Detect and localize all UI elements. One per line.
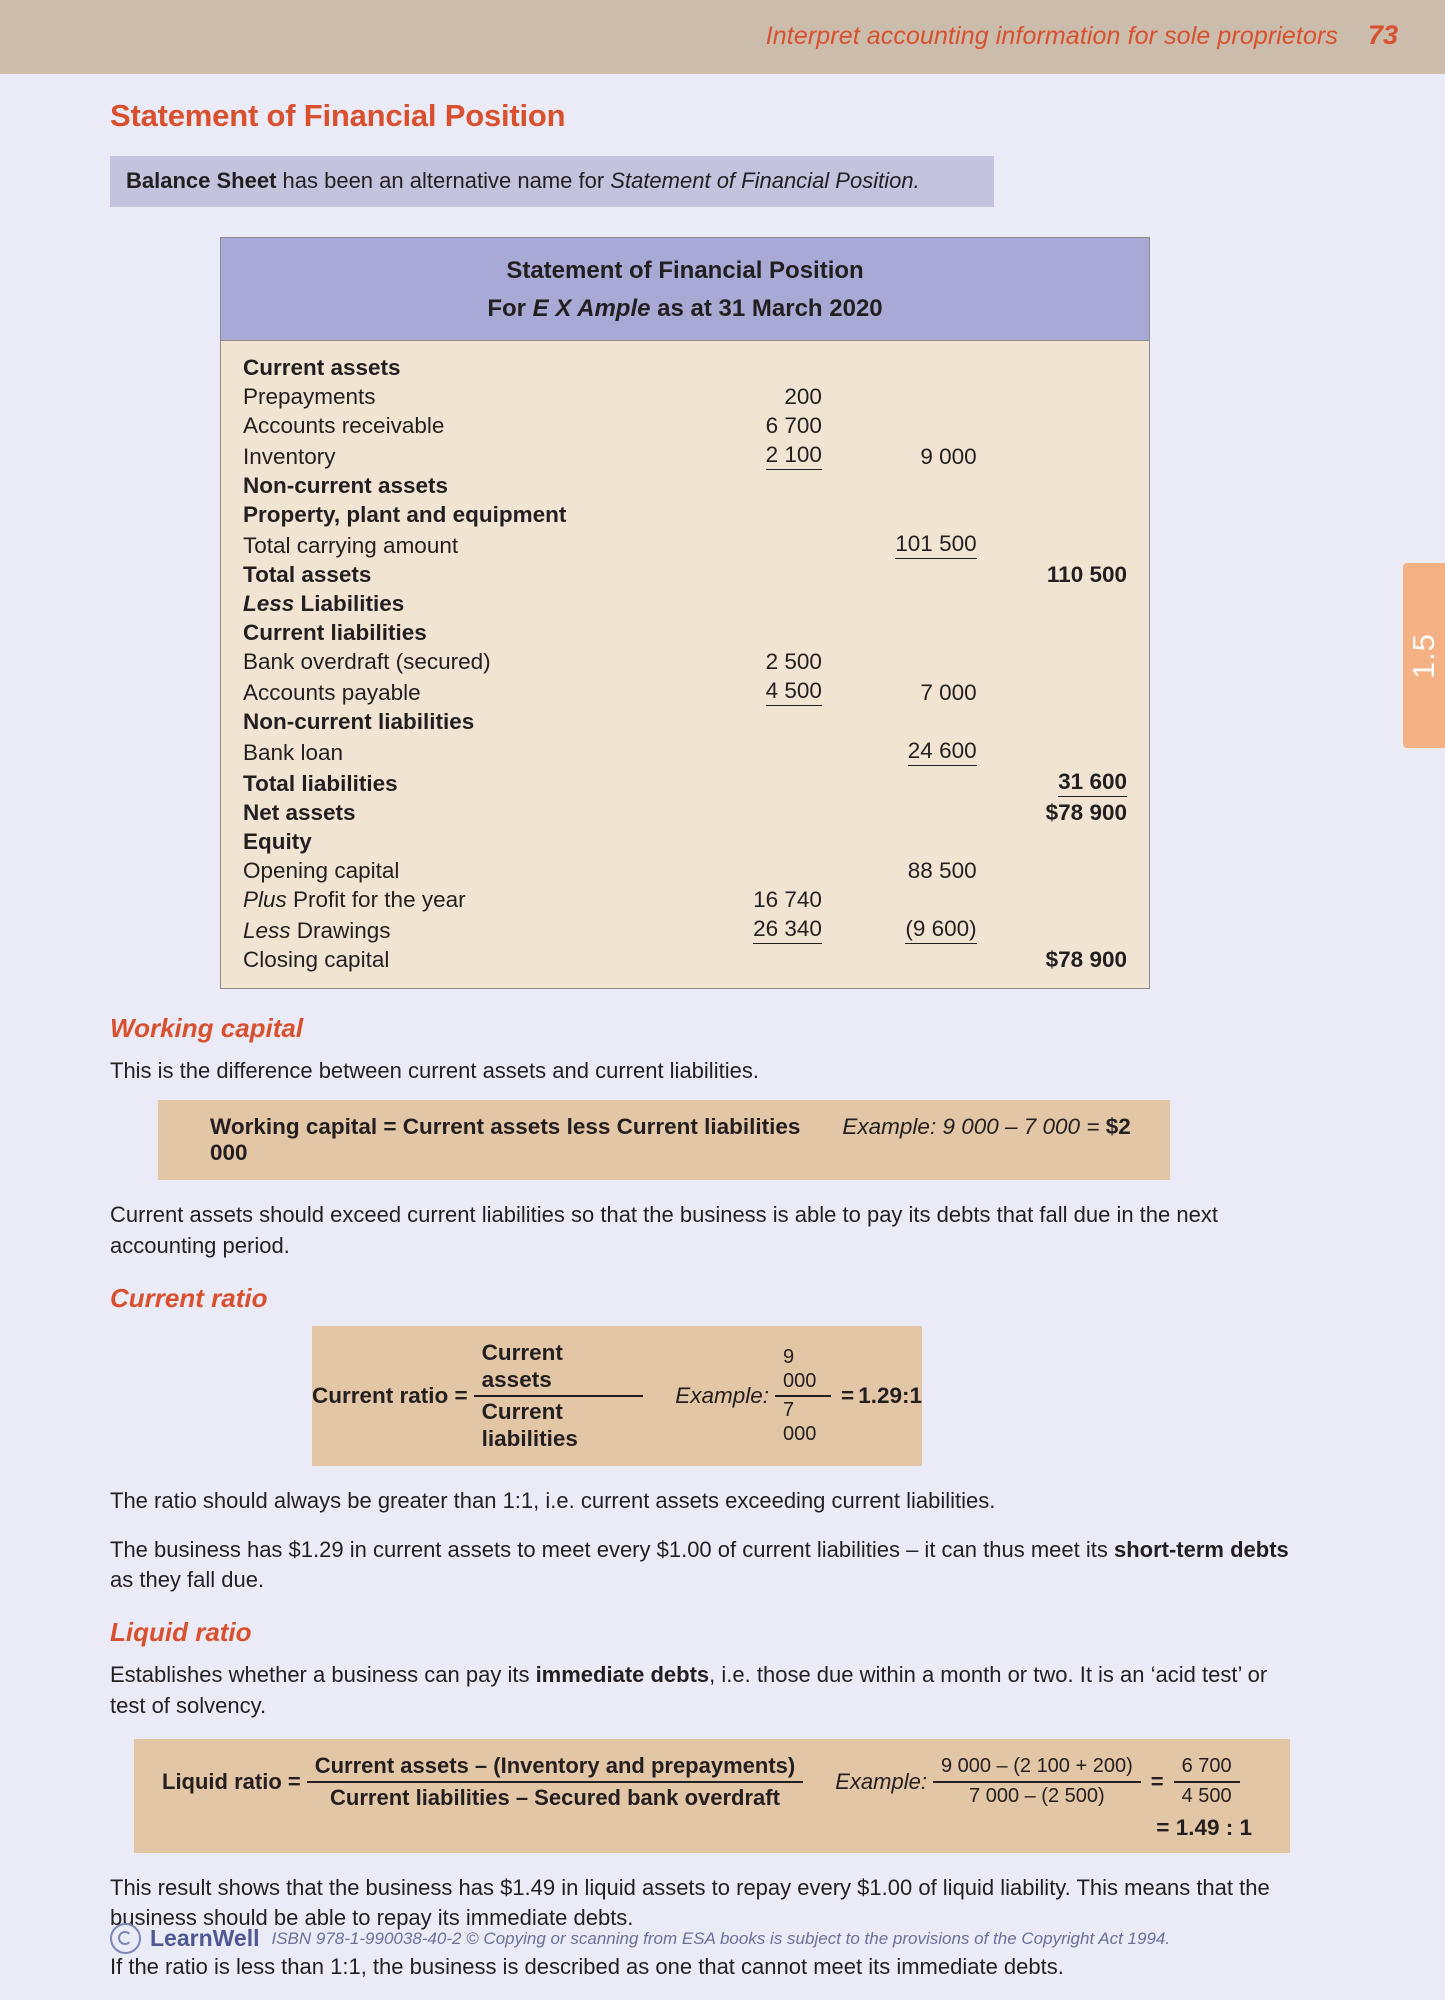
- sofp-row-amount-col2: [822, 382, 977, 411]
- liquid-ratio-example-label: Example:: [835, 1769, 927, 1795]
- sofp-row-label: Less Liabilities: [243, 590, 405, 616]
- current-ratio-result: 1.29:1: [858, 1383, 922, 1409]
- sofp-row-amount-col1: [660, 945, 822, 974]
- current-ratio-equals-sign: =: [841, 1383, 855, 1409]
- current-ratio-example-denominator: 7 000: [782, 1399, 817, 1445]
- sofp-row-amount-col2: [822, 560, 977, 589]
- sofp-row-amount-col3: [977, 471, 1127, 500]
- note-bold-term: Balance Sheet: [126, 168, 277, 193]
- sofp-row-label: Inventory: [243, 443, 336, 469]
- sofp-row-amount-col1: [660, 736, 822, 767]
- sofp-row-amount-col1: [660, 827, 822, 856]
- table-row: [243, 618, 1127, 647]
- sofp-row-amount-col3: [977, 676, 1127, 707]
- sofp-row-amount-col1: [660, 914, 822, 945]
- sofp-row-amount-col3: [977, 736, 1127, 767]
- sofp-row-amount-col1: [660, 382, 822, 411]
- sofp-row-amount-col1: [660, 500, 822, 529]
- sofp-subtitle: [221, 290, 1149, 328]
- heading-working-capital: Working capital: [110, 1013, 304, 1043]
- sofp-row-label-italic-prefix: Less: [243, 917, 291, 943]
- sofp-row-amount-col1: [660, 618, 822, 647]
- sofp-row-amount-col1: [660, 589, 822, 618]
- working-capital-example-result: $2 000: [210, 1114, 1131, 1166]
- working-capital-formula-label: Working capital = Current assets less Current liabilities: [210, 1114, 801, 1140]
- sofp-amount: 31 600: [1058, 769, 1127, 797]
- table-row: [243, 945, 1127, 974]
- sofp-row-amount-col2: [822, 767, 977, 798]
- liquid-ratio-intro: [110, 1660, 1290, 1721]
- liquid-ratio-intro-bold: immediate debts: [535, 1662, 710, 1688]
- sofp-row-amount-col3: [977, 914, 1127, 945]
- sofp-row-label: Total carrying amount: [243, 532, 459, 558]
- learnwell-logo-icon: [110, 1923, 141, 1954]
- liquid-ratio-equals-sign: =: [1150, 1769, 1164, 1795]
- sofp-row-amount-col3: [977, 500, 1127, 529]
- sofp-amount: 16 740: [753, 886, 822, 912]
- current-ratio-formula-box: [312, 1326, 922, 1466]
- table-row: [243, 529, 1127, 560]
- sofp-row-amount-col2: [822, 411, 977, 440]
- sofp-row-amount-col2: [822, 471, 977, 500]
- statement-of-financial-position-table: [220, 237, 1150, 989]
- sofp-row-amount-col3: [977, 798, 1127, 827]
- sofp-amount: 110 500: [1046, 561, 1127, 587]
- sofp-row-amount-col3: [977, 767, 1127, 798]
- sofp-row-amount-col1: [660, 856, 822, 885]
- sofp-row-amount-col2: [822, 589, 977, 618]
- sofp-row-amount-col2: [822, 736, 977, 767]
- sofp-row-label: Property, plant and equipment: [243, 501, 567, 527]
- sofp-row-amount-col3: [977, 560, 1127, 589]
- current-ratio-para-1: The ratio should always be greater than 1:1, i.e. current assets exceeding current liabilities.: [110, 1488, 996, 1514]
- liquid-ratio-formula-label: Liquid ratio =: [162, 1769, 301, 1795]
- sofp-table-body: [221, 341, 1149, 988]
- page-content: [110, 98, 1290, 2000]
- table-row: [243, 382, 1127, 411]
- page-header-band: [0, 0, 1445, 74]
- liquid-ratio-para-2: If the ratio is less than 1:1, the business is described as one that cannot meet its immediate debts.: [110, 1953, 1064, 1979]
- chapter-side-tab: [1403, 563, 1445, 748]
- page-title: Statement of Financial Position: [110, 98, 566, 133]
- liquid-ratio-denominator: Current liabilities – Secured bank overdraft: [330, 1785, 780, 1811]
- chapter-side-tab-label: 1.5: [1406, 632, 1441, 679]
- sofp-amount: $78 900: [1045, 946, 1127, 972]
- sofp-row-label: Accounts payable: [243, 679, 421, 705]
- table-row: [243, 500, 1127, 529]
- sofp-row-amount-col2: [822, 798, 977, 827]
- sofp-row-label: Net assets: [243, 799, 356, 825]
- sofp-row-amount-col1: [660, 767, 822, 798]
- sofp-amount: 4 500: [766, 678, 822, 706]
- sofp-amount: $78 900: [1045, 799, 1127, 825]
- sofp-rows-table: [243, 353, 1127, 974]
- sofp-row-label: Current liabilities: [243, 619, 427, 645]
- table-row: [243, 589, 1127, 618]
- sofp-row-amount-col1: [660, 471, 822, 500]
- sofp-row-amount-col3: [977, 945, 1127, 974]
- sofp-row-amount-col2: [822, 676, 977, 707]
- sofp-row-amount-col2: [822, 945, 977, 974]
- liquid-ratio-formula-row: [162, 1753, 1270, 1811]
- current-ratio-example-label: Example:: [675, 1383, 769, 1409]
- sofp-amount: 101 500: [895, 531, 976, 559]
- sofp-row-label: Total assets: [243, 561, 372, 587]
- sofp-row-label: Opening capital: [243, 857, 400, 883]
- table-row: [243, 440, 1127, 471]
- sofp-row-amount-col1: [660, 411, 822, 440]
- sofp-row-amount-col2: [822, 914, 977, 945]
- liquid-ratio-numerator: Current assets – (Inventory and prepayments): [307, 1753, 803, 1783]
- sofp-row-amount-col1: [660, 798, 822, 827]
- sofp-row-amount-col3: [977, 647, 1127, 676]
- sofp-entity-name: E X Ample: [532, 295, 651, 322]
- heading-current-ratio: Current ratio: [110, 1283, 268, 1314]
- sofp-row-amount-col3: [977, 707, 1127, 736]
- sofp-row-label: Equity: [243, 828, 312, 854]
- table-row: [243, 856, 1127, 885]
- alternative-name-note: [110, 156, 994, 207]
- sofp-amount: 26 340: [753, 916, 822, 944]
- sofp-row-amount-col3: [977, 411, 1127, 440]
- sofp-row-amount-col1: [660, 676, 822, 707]
- sofp-row-label: Non-current assets: [243, 472, 449, 498]
- sofp-row-label: Plus Profit for the year: [243, 886, 466, 912]
- liquid-ratio-formula-box: [134, 1739, 1290, 1853]
- table-row: [243, 914, 1127, 945]
- sofp-row-amount-col3: [977, 885, 1127, 914]
- current-ratio-formula-label: Current ratio =: [312, 1383, 468, 1409]
- sofp-row-label: Total liabilities: [243, 770, 398, 796]
- sofp-row-amount-col3: [977, 529, 1127, 560]
- sofp-row-label: Prepayments: [243, 383, 376, 409]
- liquid-ratio-example-fraction: [933, 1755, 1141, 1808]
- table-row: [243, 647, 1127, 676]
- table-row: [243, 827, 1127, 856]
- sofp-row-label-italic-prefix: Less: [243, 590, 295, 616]
- sofp-row-label: Bank overdraft (secured): [243, 648, 491, 674]
- heading-liquid-ratio: Liquid ratio: [110, 1617, 252, 1648]
- sofp-row-amount-col1: [660, 647, 822, 676]
- sofp-row-label: Closing capital: [243, 946, 390, 972]
- sofp-row-label-italic-prefix: Plus: [243, 886, 287, 912]
- sofp-row-amount-col1: [660, 440, 822, 471]
- sofp-row-amount-col1: [660, 560, 822, 589]
- table-row: [243, 560, 1127, 589]
- working-capital-example-label: Example: 9 000 – 7 000 =: [842, 1114, 1106, 1140]
- current-ratio-para2-b: as they fall due.: [110, 1566, 265, 1592]
- footer-copyright-text: ISBN 978-1-990038-40-2 © Copying or scanning from ESA books is subject to the provisions of the Copyright Act 1994.: [271, 1928, 1171, 1948]
- sofp-title: Statement of Financial Position: [506, 257, 864, 284]
- current-ratio-denominator: Current liabilities: [481, 1399, 578, 1451]
- note-italic-term: Statement of Financial Position.: [610, 168, 920, 193]
- sofp-amount: (9 600): [905, 916, 976, 944]
- sofp-row-amount-col1: [660, 707, 822, 736]
- sofp-subtitle-prefix: For: [487, 295, 533, 322]
- footer-brand-name: LearnWell: [150, 1925, 260, 1951]
- sofp-row-amount-col1: [660, 529, 822, 560]
- sofp-row-amount-col1: [660, 885, 822, 914]
- liquid-ratio-example-denominator: 7 000 – (2 500): [969, 1785, 1105, 1808]
- table-row: [243, 471, 1127, 500]
- table-row: [243, 767, 1127, 798]
- liquid-ratio-result-numerator: 6 700: [1174, 1755, 1240, 1783]
- current-ratio-example-fraction: [775, 1346, 831, 1446]
- liquid-ratio-fraction: [307, 1753, 803, 1811]
- sofp-row-amount-col3: [977, 589, 1127, 618]
- current-ratio-para-2: [110, 1535, 1290, 1596]
- sofp-row-amount-col3: [977, 353, 1127, 382]
- working-capital-intro: This is the difference between current assets and current liabilities.: [110, 1058, 759, 1083]
- sofp-subtitle-suffix: as at 31 March 2020: [650, 295, 883, 322]
- sofp-row-amount-col3: [977, 382, 1127, 411]
- page-number: 73: [1367, 20, 1398, 50]
- table-row: [243, 353, 1127, 382]
- sofp-row-label: Less Drawings: [243, 917, 391, 943]
- sofp-row-label: Non-current liabilities: [243, 708, 475, 734]
- sofp-row-amount-col2: [822, 707, 977, 736]
- sofp-row-amount-col3: [977, 856, 1127, 885]
- sofp-amount: 6 700: [765, 412, 822, 438]
- liquid-ratio-intro-a: Establishes whether a business can pay its: [110, 1662, 536, 1688]
- working-capital-formula-box: [158, 1100, 1170, 1180]
- sofp-amount: 7 000: [920, 679, 977, 705]
- note-middle-text: has been an alternative name for: [276, 168, 611, 193]
- sofp-row-amount-col1: [660, 353, 822, 382]
- sofp-row-label: Accounts receivable: [243, 412, 445, 438]
- table-row: [243, 736, 1127, 767]
- liquid-ratio-result-fraction: [1174, 1755, 1240, 1808]
- sofp-amount: 2 500: [765, 648, 822, 674]
- sofp-row-amount-col3: [977, 440, 1127, 471]
- sofp-row-amount-col2: [822, 647, 977, 676]
- sofp-amount: 24 600: [908, 738, 977, 766]
- sofp-amount: 9 000: [920, 443, 977, 469]
- table-row: [243, 411, 1127, 440]
- sofp-amount: 88 500: [907, 857, 977, 883]
- current-ratio-para2-a: The business has $1.29 in current assets to meet every $1.00 of current liabilities – it can thus meet its: [110, 1536, 1114, 1562]
- table-row: [243, 798, 1127, 827]
- sofp-amount: 200: [784, 383, 822, 409]
- liquid-ratio-result-denominator: 4 500: [1181, 1785, 1232, 1808]
- current-ratio-para2-bold: short-term debts: [1113, 1536, 1289, 1562]
- sofp-amount: 2 100: [766, 442, 822, 470]
- sofp-row-amount-col2: [822, 500, 977, 529]
- sofp-row-label: Bank loan: [243, 739, 344, 765]
- liquid-ratio-example-numerator: 9 000 – (2 100 + 200): [933, 1755, 1141, 1783]
- sofp-row-amount-col2: [822, 529, 977, 560]
- current-ratio-fraction: [474, 1340, 644, 1452]
- sofp-row-amount-col2: [822, 856, 977, 885]
- sofp-row-amount-col3: [977, 618, 1127, 647]
- liquid-ratio-intro-b: , i.e. those due within a month or two. It is an ‘acid test’ or test of solvency.: [110, 1662, 1268, 1718]
- table-row: [243, 676, 1127, 707]
- page-footer: [110, 1923, 1310, 1954]
- current-ratio-numerator: Current assets: [474, 1340, 644, 1397]
- running-header-title: Interpret accounting information for sole proprietors: [765, 22, 1338, 50]
- table-row: [243, 707, 1127, 736]
- sofp-row-amount-col2: [822, 827, 977, 856]
- sofp-table-header: [221, 238, 1149, 341]
- sofp-row-amount-col2: [822, 885, 977, 914]
- sofp-row-amount-col2: [822, 440, 977, 471]
- sofp-row-amount-col2: [822, 353, 977, 382]
- liquid-ratio-para-1: This result shows that the business has $1.49 in liquid assets to repay every $1.00 of liquid liability. This means that the business should be able to repay its immediate debts.: [110, 1874, 1270, 1931]
- sofp-row-amount-col3: [977, 827, 1127, 856]
- sofp-row-amount-col2: [822, 618, 977, 647]
- liquid-ratio-final-result: = 1.49 : 1: [1156, 1814, 1252, 1840]
- table-row: [243, 885, 1127, 914]
- current-ratio-example-numerator: 9 000: [775, 1346, 831, 1397]
- sofp-row-label: Current assets: [243, 354, 401, 380]
- working-capital-after-text: Current assets should exceed current liabilities so that the business is able to pay its debts that fall due in the next accounting period.: [110, 1202, 1218, 1258]
